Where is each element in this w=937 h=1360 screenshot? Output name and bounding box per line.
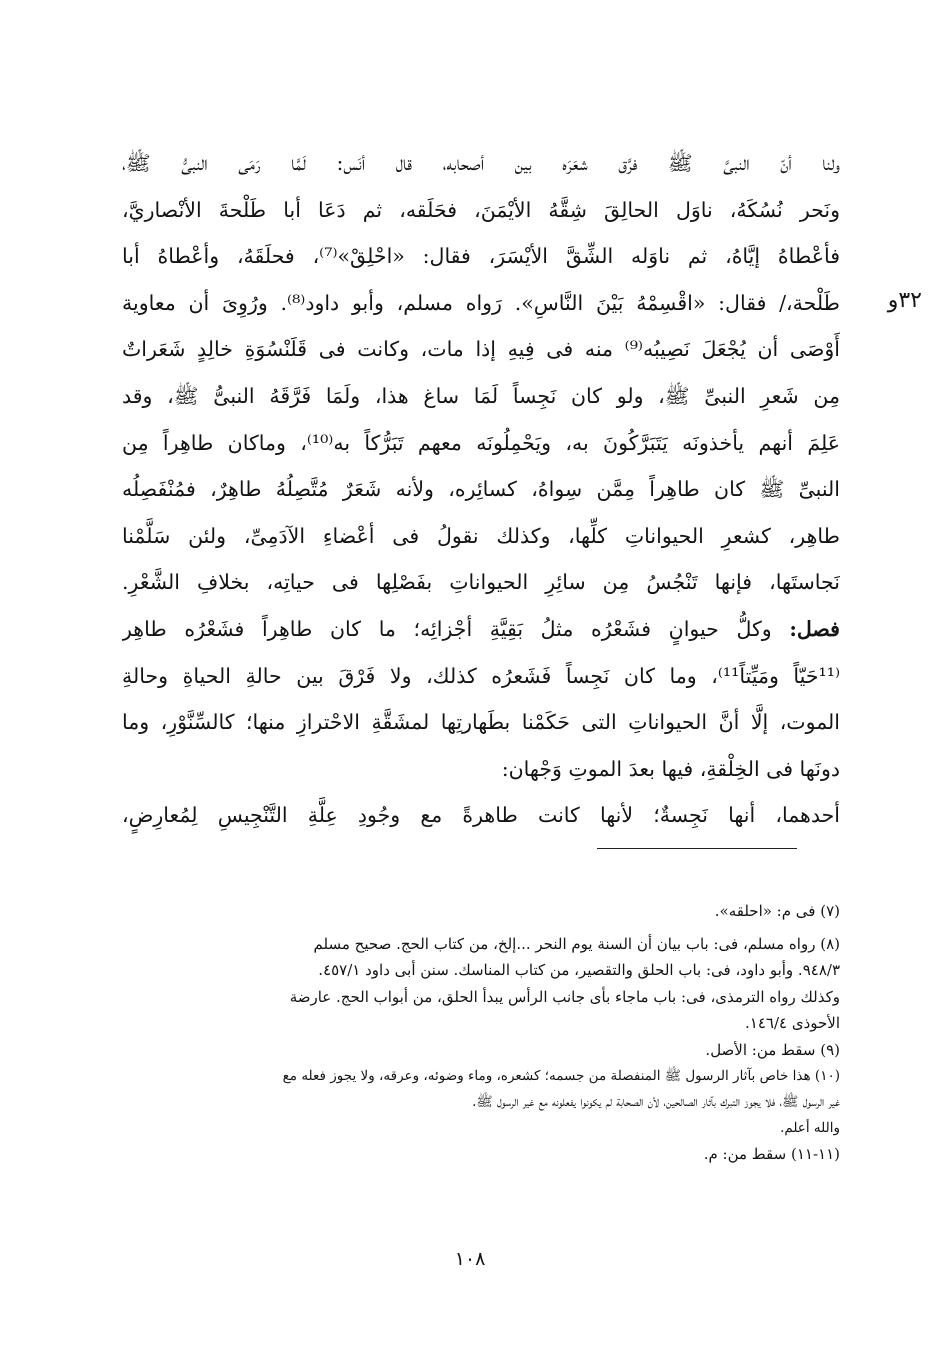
footnote-8-line: ٩٤٨/٣. وأبو داود، فى: باب الحلق والتقصير، من كتاب المناسك. سنن أبى داود ٤٥٧/١. xyxy=(318,961,840,979)
footnote-10-line: والله أعلم. xyxy=(780,1120,840,1136)
footnote-8-line: الأحوذى ١٤٦/٤. xyxy=(745,1014,840,1032)
fasl-text: وكلُّ حيوانٍ فشَعْرُه مثلُ بَقِيَّةِ أجْزائِه؛ ما كان طاهِراً فشَعْرُه طاهِر xyxy=(122,616,772,641)
text-line-fasl xyxy=(122,606,840,653)
text-line: ⁽¹¹حَيّاً ومَيِّتاً¹¹⁾، وما كان نَجِساً فَشَعرُه كذلك، ولا فَرْقَ بين حالةِ الحياةِ وحالةِ xyxy=(122,663,840,688)
page-number: ١٠٨ xyxy=(454,1248,486,1270)
text-line: طَلْحة،/ فقال: «اقْسِمْهُ بَيْنَ النَّاسِ». رَواه مسلم، وأبو داود⁽⁸⁾. ورُوِىَ أن معاوية xyxy=(122,290,840,315)
section-label-fasl: فصل: xyxy=(789,616,840,641)
footnote-11: (١١-١١) سقط من: م. xyxy=(703,1145,840,1163)
text-line: ونَحر نُسُكَهُ، ناوَل الحالِقَ شِقَّهُ الأيْمَنَ، فحَلَقه، ثم دَعَا أبا طَلْحةَ الأنْصاريَّ، xyxy=(122,197,840,222)
folio-margin-note: ٣٢و xyxy=(887,288,922,313)
text-line: أحدهما، أنها نَجِسةٌ؛ لأنها كانت طاهرةً مع وجُودِ عِلَّةِ التَّنْجِيسِ لِمُعارِضٍ، xyxy=(122,803,840,828)
text-line: أَوْصَى أن يُجْعَلَ نَصِيبُه⁽⁹⁾ منه فى فِيهِ إذا مات، وكانت فى قَلَنْسُوَةِ خالِدٍ شَعَراتٌ xyxy=(122,337,840,362)
text-line: الموت، إلَّا أنَّ الحيواناتِ التى حَكَمْنا بطَهارتِها لمشَقَّةِ الاحْترازِ منها؛ كالسِّنَّوْرِ، وما xyxy=(122,710,840,735)
footnote-8: (٨) رواه مسلم، فى: باب بيان أن السنة يوم النحر ...إلخ، من كتاب الحج. صحيح مسلم xyxy=(313,934,840,953)
text-line: مِن شَعرِ النبىِّ ﷺ، ولو كان نَجِساً لَمَا ساغ هذا، ولَمَا فَرَّقَهُ النبىُّ ﷺ، وقد xyxy=(122,383,840,408)
text-line: فأعْطاهُ إيَّاهُ، ثم ناوَله الشِّقَّ الأيْسَرَ، فقال: «احْلِقْ»⁽⁷⁾، فحلَقَهُ، وأعْطاهُ أبا xyxy=(122,244,840,269)
footnote-7: (٧) فى م: «احلقه». xyxy=(714,902,840,920)
footnote-9: (٩) سقط من: الأصل. xyxy=(705,1040,840,1059)
footnote-8-line: وكذلك رواه الترمذى، فى: باب ماجاء بأى جانب الرأس يبدأ الحلق، من أبواب الحج. عارضة xyxy=(289,987,840,1006)
text-line: دونَها فى الخِلْقةِ، فيها بعدَ الموتِ وَجْهان: xyxy=(501,756,840,781)
text-line: النبىِّ ﷺ كان طاهِراً مِمَّن سِواهُ، كسائِره، ولأنه شَعَرٌ مُتَّصِلُهُ طاهِرٌ، فمُنْفَصِلُه xyxy=(122,477,840,502)
footnote-separator xyxy=(597,848,797,849)
main-text xyxy=(122,140,840,839)
footnote-10-line: غير الرسول ﷺ، فلا يجوز التبرك بآثار الصالحين، لأن الصحابة لم يكونوا يفعلونه مع غير الرسول ﷺ. xyxy=(472,1094,840,1110)
footnotes xyxy=(132,898,840,1168)
footnote-10: (١٠) هذا خاص بآثار الرسول ﷺ المنفصلة من جسمه؛ كشعره، وماء وضوئه، وعرقه، ولا يجوز فعله مع xyxy=(282,1068,840,1084)
text-line: طاهِر، كشعرِ الحيواناتِ كلِّها، وكذلك نقولُ فى أعْضاءِ الآدَمِىِّ، ولئن سَلَّمْنا xyxy=(122,523,840,548)
text-line: ولنا أنّ النبىَّ ﷺ فرَّق شعَرَه بين أصحابه، قال أنَس: لَمَّا رَمَى النبىُّ ﷺ، xyxy=(122,151,840,175)
text-line: عَلِمَ أنهم يأخذونَه يَتَبَرَّكُونَ به، ويَحْمِلُونَه معهم تَبَرُّكاً به⁽¹⁰⁾، وماكان طاهِراً مِن xyxy=(122,430,840,455)
text-line: نَجاستَها، فإنها تَنْجُسُ مِن سائِرِ الحيواناتِ بفَصْلِها فى حياتِه، بخلافِ الشَّعْرِ. xyxy=(122,570,840,595)
